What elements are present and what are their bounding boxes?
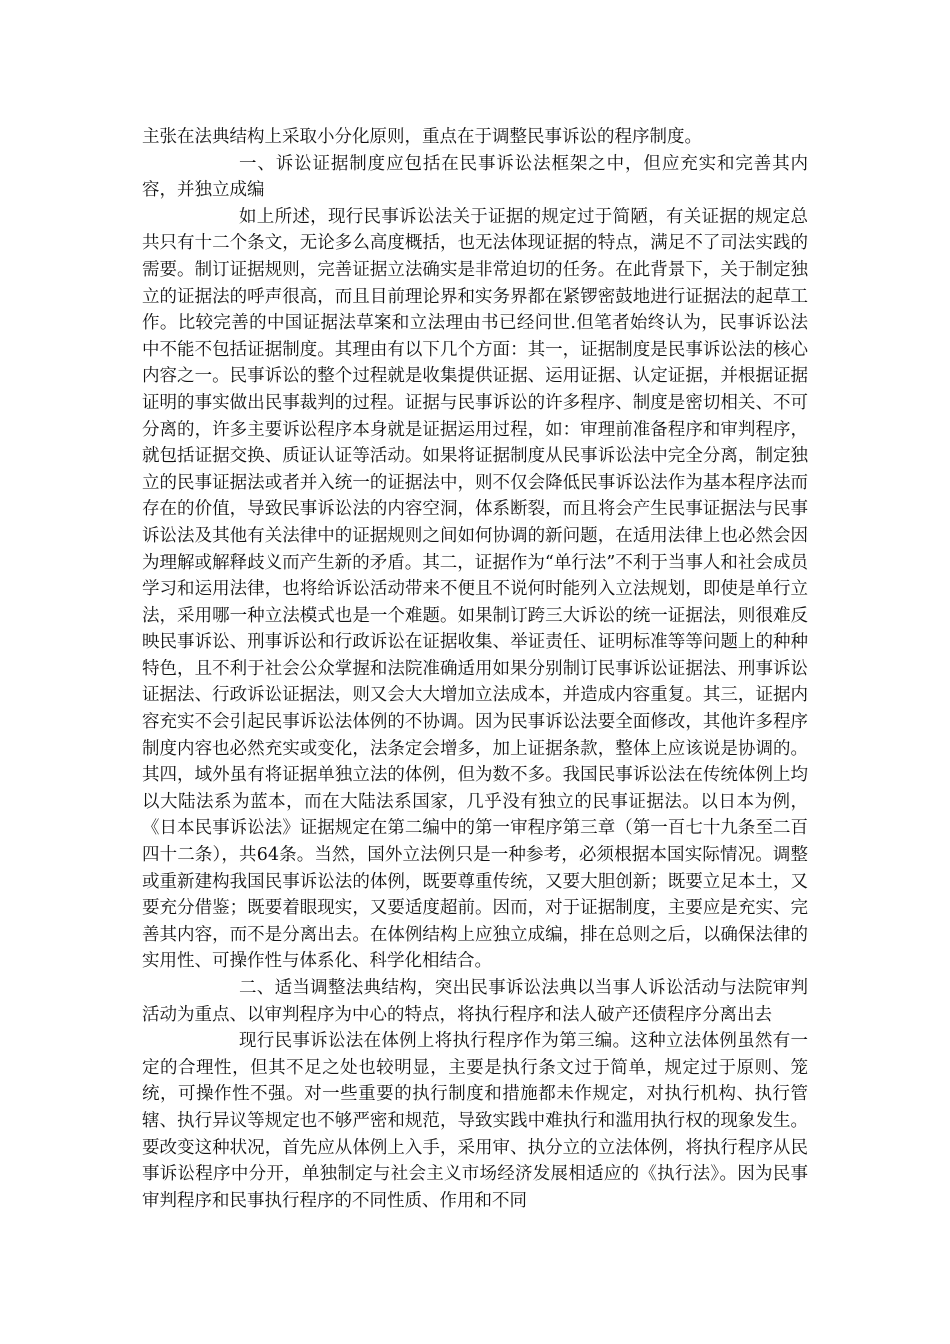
- paragraph-execution-procedure: 现行民事诉讼法在体例上将执行程序作为第三编。这种立法体例虽然有一定的合理性，但其不足之处也较明显，主要是执行条文过于简单，规定过于原则、笼统，可操作性不强。对一些重要的执行制度和措施都未作规定，对执行机构、执行管辖、执行异议等规定也不够严密和规范，导致实践中难执行和滥用执行权的现象发生。要改变这种状况，首先应从体例上入手，采用审、执分立的立法体例，将执行程序从民事诉讼程序中分开，单独制定与社会主义市场经济发展相适应的《执行法》。因为民事审判程序和民事执行程序的不同性质、作用和不同: [142, 1031, 808, 1211]
- document-body: [142, 124, 808, 1214]
- paragraph-continuation: 主张在法典结构上采取小分化原则，重点在于调整民事诉讼的程序制度。: [142, 127, 702, 147]
- section-heading-1: 一、诉讼证据制度应包括在民事诉讼法框架之中，但应充实和完善其内容，并独立成编: [142, 153, 808, 201]
- paragraph-evidence-system: 如上所述，现行民事诉讼法关于证据的规定过于简陋，有关证据的规定总共只有十二个条文，无论多么高度概括，也无法体现证据的特点，满足不了司法实践的需要。制订证据规则，完善证据立法确实是非常迫切的任务。在此背景下，关于制定独立的证据法的呼声很高，而且目前理论界和实务界都在紧锣密鼓地进行证据法的起草工作。比较完善的中国证据法草案和立法理由书已经问世.但笔者始终认为，民事诉讼法中不能不包括证据制度。其理由有以下几个方面：其一，证据制度是民事诉讼法的核心内容之一。民事诉讼的整个过程就是收集提供证据、运用证据、认定证据，并根据证据证明的事实做出民事裁判的过程。证据与民事诉讼的许多程序、制度是密切相关、不可分离的，许多主要诉讼程序本身就是证据运用过程，如：审理前准备程序和审判程序，就包括证据交换、质证认证等活动。如果将证据制度从民事诉讼法中完全分离，制定独立的民事证据法或者并入统一的证据法中，则不仅会降低民事诉讼法作为基本程序法而存在的价值，导致民事诉讼法的内容空洞，体系断裂，而且将会产生民事证据法与民事诉讼法及其他有关法律中的证据规则之间如何协调的新问题，在适用法律上也必然会因为理解或解释歧义而产生新的矛盾。其二，证据作为“单行法”不利于当事人和社会成员学习和运用法律，也将给诉讼活动带来不便且不说何时能列入立法规划，即使是单行立法，采用哪一种立法模式也是一个难题。如果制订跨三大诉讼的统一证据法，则很难反映民事诉讼、刑事诉讼和行政诉讼在证据收集、举证责任、证明标准等等问题上的种种特色，且不利于社会公众掌握和法院准确适用如果分别制订民事诉讼证据法、刑事诉讼证据法、行政诉讼证据法，则又会大大增加立法成本，并造成内容重复。其三，证据内容充实不会引起民事诉讼法体例的不协调。因为民事诉讼法要全面修改，其他许多程序制度内容也必然充实或变化，法条定会增多，加上证据条款，整体上应该说是协调的。其四，域外虽有将证据单独立法的体例，但为数不多。我国民事诉讼法在传统体例上均以大陆法系为蓝本，而在大陆法系国家，几乎没有独立的民事证据法。以日本为例，《日本民事诉讼法》证据规定在第二编中的第一审程序第三章（第一百七十九条至二百四十二条），共64条。当然，国外立法例只是一种参考，必须根据本国实际情况。调整或重新建构我国民事诉讼法的体例，既要尊重传统，又要大胆创新；既要立足本土，又要充分借鉴；既要着眼现实，又要适度超前。因而，对于证据制度，主要应是充实、完善其内容，而不是分离出去。在体例结构上应独立成编，排在总则之后，以确保法律的实用性、可操作性与体系化、科学化相结合。: [142, 206, 808, 972]
- section-heading-2: 二、适当调整法典结构，突出民事诉讼法典以当事人诉讼活动与法院审判活动为重点、以审判程序为中心的特点，将执行程序和法人破产还债程序分离出去: [142, 978, 808, 1025]
